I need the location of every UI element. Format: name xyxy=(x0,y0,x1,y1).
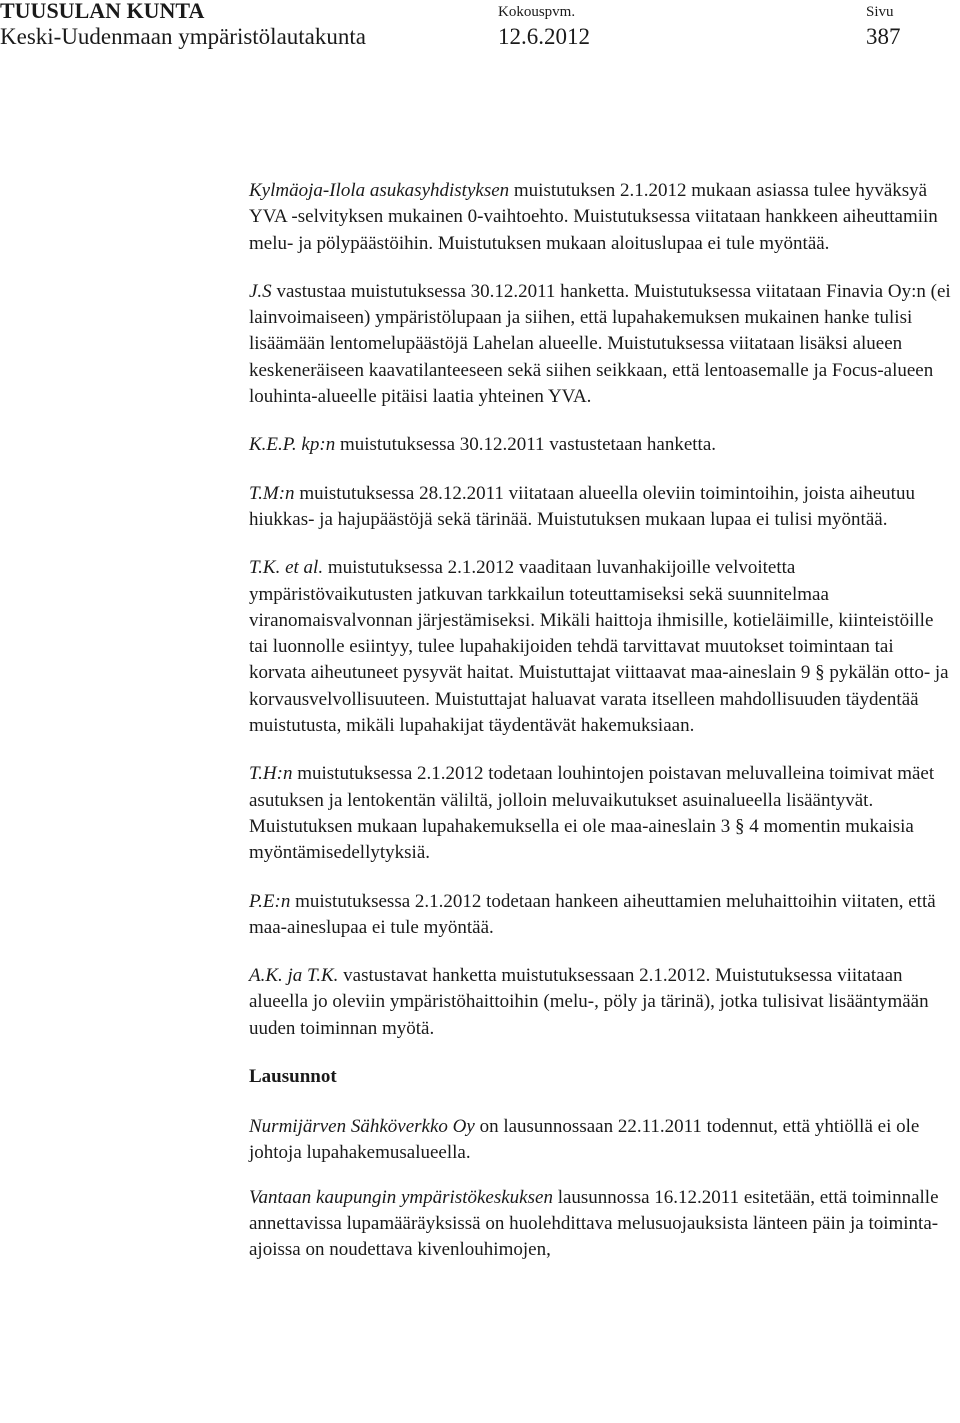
objector-name: T.M:n xyxy=(249,482,295,504)
objector-name: J.S xyxy=(249,280,272,302)
meeting-date: 12.6.2012 xyxy=(498,24,590,49)
board-name: Keski-Uudenmaan ympäristölautakunta xyxy=(0,24,366,49)
objection-text: muistutuksessa 28.12.2011 viitataan alueella oleviin toimintoihin, joista aiheutuu hiukkas- ja hajupäästöjä sekä tärinää. Muistutuksen mukaan lupaa ei tulisi myöntää. xyxy=(249,482,915,530)
statement-paragraph xyxy=(249,1185,955,1264)
objection-paragraph xyxy=(249,555,955,739)
organization-name: TUUSULAN KUNTA xyxy=(0,0,205,23)
page-number: 387 xyxy=(866,24,901,49)
objection-text: vastustavat hanketta muistutuksessaan 2.1.2012. Muistutuksessa viitataan alueella jo oleviin ympäristöhaittoihin (melu-, pöly ja tärinä), jotka tulisivat lisääntymään uuden toiminnan myötä. xyxy=(249,965,929,1039)
objector-name: T.H:n xyxy=(249,763,293,785)
objection-paragraph xyxy=(249,963,955,1042)
statement-author: Nurmijärven Sähköverkko Oy xyxy=(249,1116,475,1138)
objection-text: vastustaa muistutuksessa 30.12.2011 hanketta. Muistutuksessa viitataan Finavia Oy:n (ei lainvoimaiseen) ympäristölupaan ja siihen, että lupahakemuksen mukainen hanke tulisi lisäämään lentomelupäästöjä Lahelan alueelle. Muistutuksessa viitataan lisäksi alueen keskeneräiseen kaavatilanteeseen sekä siihen seikkaan, että lentoasemalle ja Focus-alueen louhinta-alueelle pitäisi laatia yhteinen YVA. xyxy=(249,280,951,408)
objector-name: Kylmäoja-Ilola asukasyhdistyksen xyxy=(249,180,510,201)
objection-text: muistutuksessa 2.1.2012 vaaditaan luvanhakijoille velvoitetta ympäristövaikutusten jatkuvan tarkkailun toteuttamiseksi sekä suunnitelmaa viranomaisvalvonnan järjestämiseksi. Mikäli haittoja ihmisille, kotieläimille, kiinteistöille tai luonnolle esiintyy, tulee lupahakijoiden tehdä tarvittavat muutokset toimintaan tai korvata aiheutuneet pysyvät haitat. Muistuttajat viittaavat maa-aineslain 9 § pykälän otto- ja korvausvelvollisuuteen. Muistuttajat haluavat varata itselleen mahdollisuuden täydentää muistutusta, mikäli lupahakijat täydentävät hakemuksiaan. xyxy=(249,557,949,737)
page-header xyxy=(0,0,960,60)
objection-paragraph xyxy=(249,761,955,866)
statement-text: on lausunnossaan 22.11.2011 todennut, että yhtiöllä ei ole johtoja lupahakemusalueella. xyxy=(249,1116,920,1164)
objection-text: muistutuksessa 2.1.2012 todetaan hankeen aiheuttamien meluhaittoihin viitaten, että maa-aineslupaa ei tule myöntää. xyxy=(249,890,936,938)
objector-name: T.K. et al. xyxy=(249,557,324,579)
page-label: Sivu xyxy=(866,4,894,20)
objection-paragraph xyxy=(249,279,955,410)
section-heading: Lausunnot xyxy=(249,1066,337,1088)
objection-text: muistutuksessa 30.12.2011 vastustetaan hanketta. xyxy=(335,434,717,456)
objection-text: muistutuksessa 2.1.2012 todetaan louhintojen poistavan meluvalleina toimivat mäet asutuksen ja lentokentän väliltä, jolloin meluvaikutukset asuinalueella lisääntyvät. Muistutuksen mukaan lupahakemuksella ei ole maa-aineslain 3 § 4 momentin mukaisia myöntämisedellytyksiä. xyxy=(249,763,935,864)
objector-name: P.E:n xyxy=(249,890,291,912)
statement-text: lausunnossa 16.12.2011 esitetään, että toiminnalle annettavissa lupamääräyksissä on huolehdittava melusuojauksista länteen päin ja toiminta-ajoissa on noudettava kivenlouhimojen, xyxy=(249,1186,939,1261)
objection-paragraph xyxy=(249,889,955,942)
statement-paragraph xyxy=(249,1114,955,1167)
objection-text: muistutuksen 2.1.2012 mukaan asiassa tulee hyväksyä YVA -selvityksen mukainen 0-vaihtoehto. Muistutuksessa viitataan hankkeen aiheuttamiin melu- ja pölypäästöihin. Muistutuksen mukaan aloituslupaa ei tule myöntää. xyxy=(249,180,938,254)
objector-name: A.K. ja T.K. xyxy=(249,965,339,987)
objection-paragraph xyxy=(249,481,955,534)
statement-author: Vantaan kaupungin ympäristökeskuksen xyxy=(249,1186,553,1208)
objection-paragraph xyxy=(249,178,955,257)
objection-paragraph xyxy=(249,432,955,458)
document-body xyxy=(249,178,955,1282)
meeting-date-label: Kokouspvm. xyxy=(498,4,576,20)
objector-name: K.E.P. kp:n xyxy=(249,434,336,456)
